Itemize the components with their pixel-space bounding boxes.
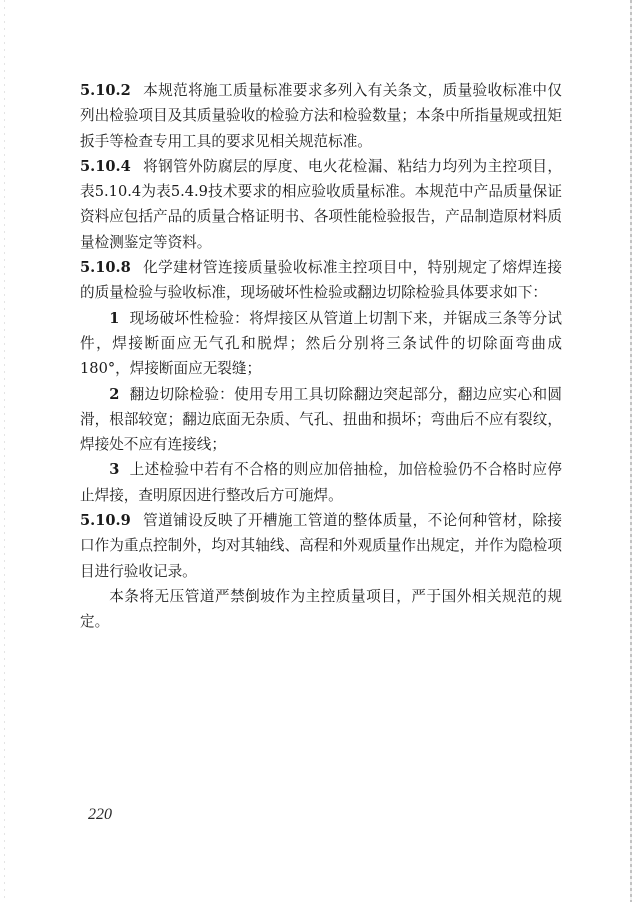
- section-5-10-4: [80, 154, 562, 255]
- closing-paragraph: 本条将无压管道严禁倒坡作为主控质量项目，严于国外相关规范的规定。: [80, 587, 562, 631]
- item-number: 3: [109, 461, 120, 479]
- list-item-3: [80, 457, 562, 508]
- section-text: 化学建材管连接质量验收标准主控项目中，特别规定了熔焊连接的质量检验与验收标准，现场破坏性检验或翻边切除检验具体要求如下：: [80, 259, 562, 302]
- page-edge-right: [630, 0, 632, 902]
- section-text: 本规范将施工质量标准要求多列入有关条文，质量验收标准中仅列出检验项目及其质量验收的检验方法和检验数量；本条中所指量规或扭矩扳手等检查专用工具的要求见相关规范标准。: [80, 82, 562, 150]
- section-number: 5.10.9: [80, 512, 131, 530]
- page-edge-left: [4, 0, 5, 902]
- section-5-10-2: [80, 78, 562, 154]
- item-number: 2: [109, 385, 120, 403]
- item-text: 上述检验中若有不合格的则应加倍抽检，加倍检验仍不合格时应停止焊接，查明原因进行整改后方可施焊。: [80, 461, 562, 504]
- section-number: 5.10.2: [80, 82, 131, 99]
- page-number: 220: [88, 806, 112, 823]
- section-text: 将钢管外防腐层的厚度、电火花检漏、粘结力均列为主控项目，表5.10.4为表5.4.9技术要求的相应验收质量标准。本规范中产品质量保证资料应包括产品的质量合格证明书、各项性能检验报告，产品制造原材料质量检测鉴定等资料。: [80, 157, 562, 251]
- section-text: 管道铺设反映了开槽施工管道的整体质量，不论何种管材，除接口作为重点控制外，均对其轴线、高程和外观质量作出规定，并作为隐检项目进行验收记录。: [80, 512, 562, 580]
- list-item-1: [80, 306, 562, 382]
- item-text: 翻边切除检验：使用专用工具切除翻边突起部分，翻边应实心和圆滑，根部较宽；翻边底面无杂质、气孔、扭曲和损坏；弯曲后不应有裂纹，焊接处不应有连接线；: [80, 385, 562, 454]
- document-body: [80, 78, 562, 635]
- section-number: 5.10.8: [80, 259, 131, 277]
- list-item-2: [80, 382, 562, 458]
- item-text: 现场破坏性检验：将焊接区从管道上切割下来，并锯成三条等分试件，焊接断面应无气孔和脱焊；然后分别将三条试件的切除面弯曲成180°，焊接断面应无裂缝；: [80, 309, 562, 378]
- section-5-10-8: [80, 255, 562, 306]
- section-number: 5.10.4: [80, 157, 131, 175]
- item-number: 1: [109, 309, 120, 327]
- section-5-10-9: [80, 508, 562, 584]
